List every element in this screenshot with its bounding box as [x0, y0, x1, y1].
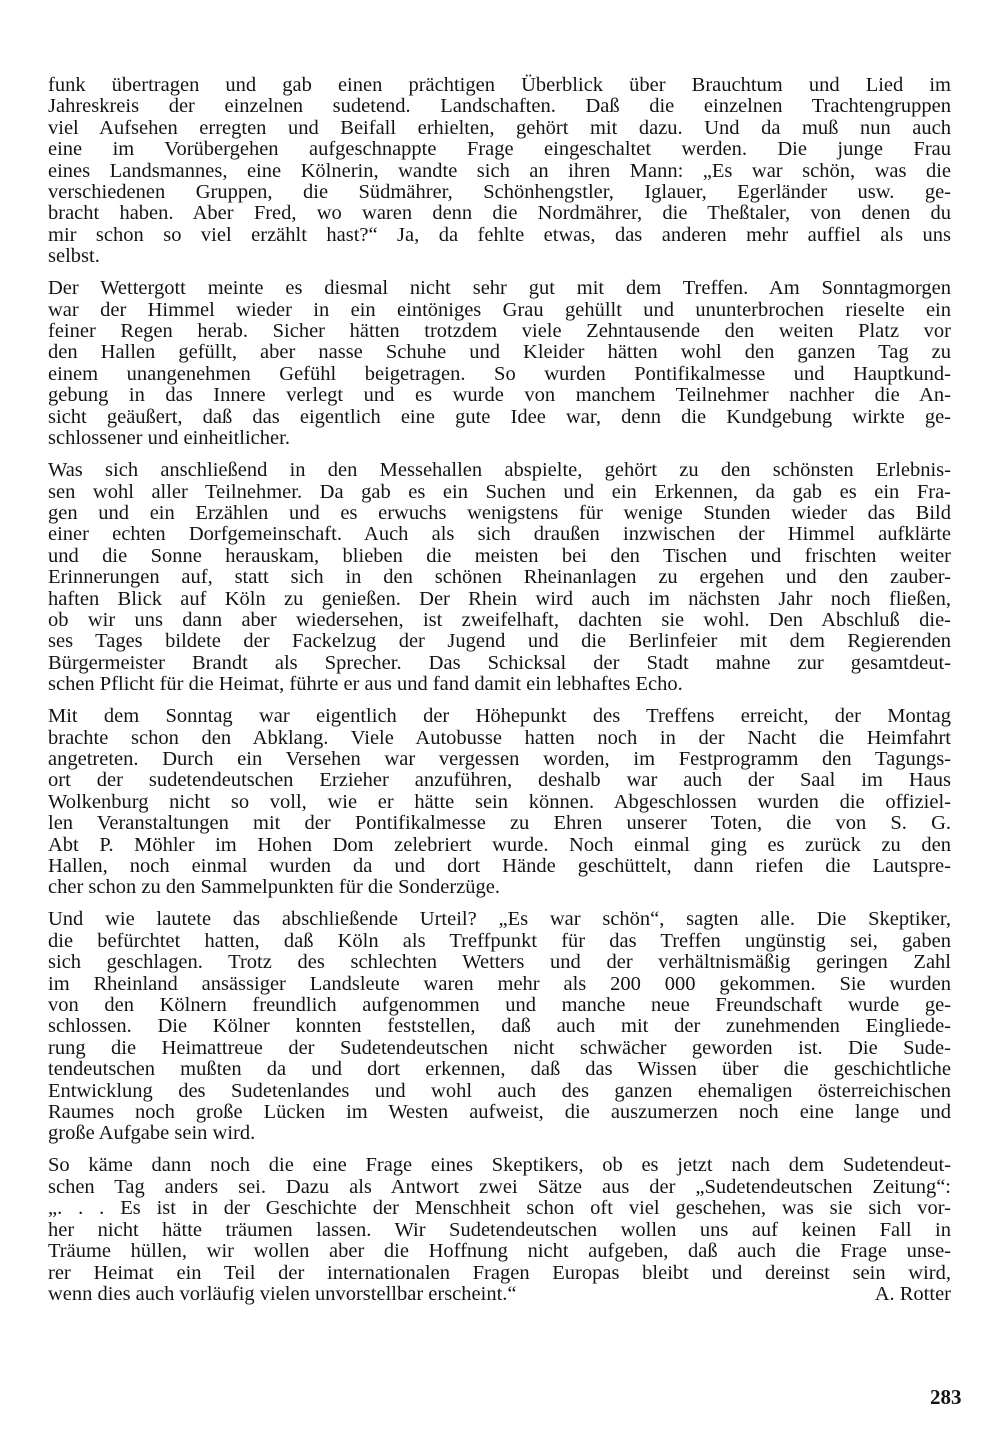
paragraph	[48, 460, 951, 695]
text-line: Bürgermeister Brandt als Sprecher. Das Schicksal der Stadt mahne zur gesamtdeut-	[48, 651, 951, 674]
text-line: im Rheinland ansässiger Landsleute waren mehr als 200 000 gekommen. Sie wurden	[48, 972, 951, 995]
text-line: einer echten Dorfgemeinschaft. Auch als sich draußen inzwischen der Himmel aufklärte	[48, 523, 951, 546]
paragraph	[48, 1155, 951, 1305]
text-line: Wolkenburg nicht so voll, wie er hätte sein können. Abgeschlossen wurden die offiziel-	[48, 790, 951, 813]
text-line: von den Kölnern freundlich aufgenommen und manche neue Freundschaft wurde ge-	[48, 994, 951, 1017]
text-line: viel Aufsehen erregten und Beifall erhielten, gehört mit dazu. Und da muß nun auch	[48, 116, 951, 139]
closing-line	[48, 1284, 951, 1305]
text-line: „. . . Es ist in der Geschichte der Menschheit schon oft viel geschehen, was sie sich vor-	[48, 1197, 951, 1220]
text-line: her nicht hätte träumen lassen. Wir Sudetendeutschen wollen uns auf keinen Fall in	[48, 1218, 951, 1241]
text-line: tendeutschen mußten da und dort erkennen, daß das Wissen über die geschichtliche	[48, 1058, 951, 1081]
text-line: und die Sonne herauskam, blieben die meisten bei den Tischen und frischten weiter	[48, 544, 951, 567]
text-line: brachte schon den Abklang. Viele Autobusse hatten noch in der Nacht die Heimfahrt	[48, 726, 951, 749]
text-line: rung die Heimattreue der Sudetendeutschen nicht schwächer geworden ist. Die Sude-	[48, 1036, 951, 1059]
text-line: schen Pflicht für die Heimat, führte er aus und fand damit ein lebhaftes Echo.	[48, 673, 683, 696]
text-line: Der Wettergott meinte es diesmal nicht sehr gut mit dem Treffen. Am Sonntagmorgen	[48, 277, 951, 300]
text-line: ort der sudetendeutschen Erzieher anzuführen, deshalb war auch der Saal im Haus	[48, 769, 951, 792]
text-line: die befürchtet hatten, daß Köln als Treffpunkt für das Treffen ungünstig sei, gaben	[48, 929, 951, 952]
text-line: Raumes noch große Lücken im Westen aufweist, die auszumerzen noch eine lange und	[48, 1101, 951, 1124]
text-line: Mit dem Sonntag war eigentlich der Höhepunkt des Treffens erreicht, der Montag	[48, 705, 951, 728]
text-line: gebung in das Innere verlegt und es wurde von manchem Teilnehmer nachher die An-	[48, 384, 951, 407]
text-line: mir schon so viel erzählt hast?“ Ja, da fehlte etwas, das anderen mehr auffiel als uns	[48, 223, 951, 246]
paragraph	[48, 706, 951, 899]
author-signature: A. Rotter	[874, 1282, 951, 1305]
text-line: angetreten. Durch ein Versehen war vergessen worden, im Festprogramm den Tagungs-	[48, 747, 951, 770]
text-line: feiner Regen herab. Sicher hätten trotzdem viele Zehntausende den weiten Platz vor	[48, 320, 951, 343]
text-line: Hallen, noch einmal wurden da und dort Hände geschüttelt, dann riefen die Lautspre-	[48, 855, 951, 877]
text-line: Und wie lautete das abschließende Urteil? „Es war schön“, sagten alle. Die Skeptiker,	[48, 908, 951, 931]
text-line: Jahreskreis der einzelnen sudetend. Landschaften. Daß die einzelnen Trachtengruppen	[48, 95, 951, 118]
text-line: cher schon zu den Sammelpunkten für die Sonderzüge.	[48, 876, 501, 899]
text-line: schlossen. Die Kölner konnten feststellen, daß auch mit der zunehmenden Eingliede-	[48, 1015, 951, 1038]
text-line: Entwicklung des Sudetenlandes und wohl auch des ganzen ehemaligen österreichischen	[48, 1079, 951, 1102]
text-line: einem unangenehmen Gefühl beigetragen. So wurden Pontifikalmesse und Hauptkund-	[48, 362, 951, 385]
text-line: Erinnerungen auf, statt sich in den schönen Rheinanlagen zu ergehen und den zauber-	[48, 566, 951, 589]
text-line: selbst.	[48, 245, 100, 268]
text-line: ses Tages bildete der Fackelzug der Jugend und die Berlinfeier mit dem Regierenden	[48, 630, 951, 653]
text-line: sich geschlagen. Trotz des schlechten Wetters und der verhältnismäßig geringen Zahl	[48, 951, 951, 974]
text-line: Abt P. Möhler im Hohen Dom zelebriert wurde. Noch einmal ging es zurück zu den	[48, 833, 951, 856]
text-line: verschiedenen Gruppen, die Südmährer, Schönhengstler, Iglauer, Egerländer usw. ge-	[48, 181, 951, 204]
paragraph	[48, 75, 951, 268]
text-line: eine im Vorübergehen aufgeschnappte Frage eingeschaltet werden. Die junge Frau	[48, 138, 951, 161]
text-line: bracht haben. Aber Fred, wo waren denn die Nordmährer, die Theßtaler, von denen du	[48, 202, 951, 225]
text-line: sicht geäußert, daß das eigentlich eine gute Idee war, denn die Kundgebung wirkte ge-	[48, 405, 951, 428]
text-line: Was sich anschließend in den Messehallen abspielte, gehört zu den schönsten Erlebnis-	[48, 459, 951, 482]
text-line: sen wohl aller Teilnehmer. Da gab es ein Suchen und ein Erkennen, da gab es ein Fra-	[48, 480, 951, 503]
text-line: große Aufgabe sein wird.	[48, 1122, 256, 1145]
document-body	[48, 75, 951, 1316]
closing-text: wenn dies auch vorläufig vielen unvorstellbar erscheint.“	[48, 1282, 517, 1305]
text-line: war der Himmel wieder in ein eintöniges Grau gehüllt und ununterbrochen rieselte ein	[48, 298, 951, 321]
text-line: len Veranstaltungen mit der Pontifikalmesse zu Ehren unserer Toten, die von S. G.	[48, 812, 951, 835]
text-line: So käme dann noch die eine Frage eines Skeptikers, ob es jetzt nach dem Sudetendeut-	[48, 1154, 951, 1177]
text-line: schlossener und einheitlicher.	[48, 427, 290, 450]
text-line: haften Blick auf Köln zu genießen. Der Rhein wird auch im nächsten Jahr noch fließen,	[48, 587, 951, 610]
text-line: ob wir uns dann aber wiedersehen, ist zweifelhaft, dachten sie wohl. Den Abschluß die-	[48, 608, 951, 631]
paragraph	[48, 278, 951, 449]
text-line: den Hallen gefüllt, aber nasse Schuhe und Kleider hätten wohl den ganzen Tag zu	[48, 341, 951, 364]
paragraph	[48, 909, 951, 1144]
text-line: gen und ein Erzählen und es erwuchs wenigstens für wenige Stunden wieder das Bild	[48, 501, 951, 524]
text-line: eines Landsmannes, eine Kölnerin, wandte sich an ihren Mann: „Es war schön, was die	[48, 159, 951, 182]
text-line: Träume hüllen, wir wollen aber die Hoffnung nicht aufgeben, daß auch die Frage unse-	[48, 1240, 951, 1263]
page-number: 283	[930, 1385, 962, 1409]
text-line: rer Heimat ein Teil der internationalen Fragen Europas bleibt und dereinst sein wird,	[48, 1261, 951, 1284]
text-line: funk übertragen und gab einen prächtigen Überblick über Brauchtum und Lied im	[48, 74, 951, 96]
text-line: schen Tag anders sei. Dazu als Antwort zwei Sätze aus der „Sudetendeutschen Zeitung“:	[48, 1175, 951, 1198]
